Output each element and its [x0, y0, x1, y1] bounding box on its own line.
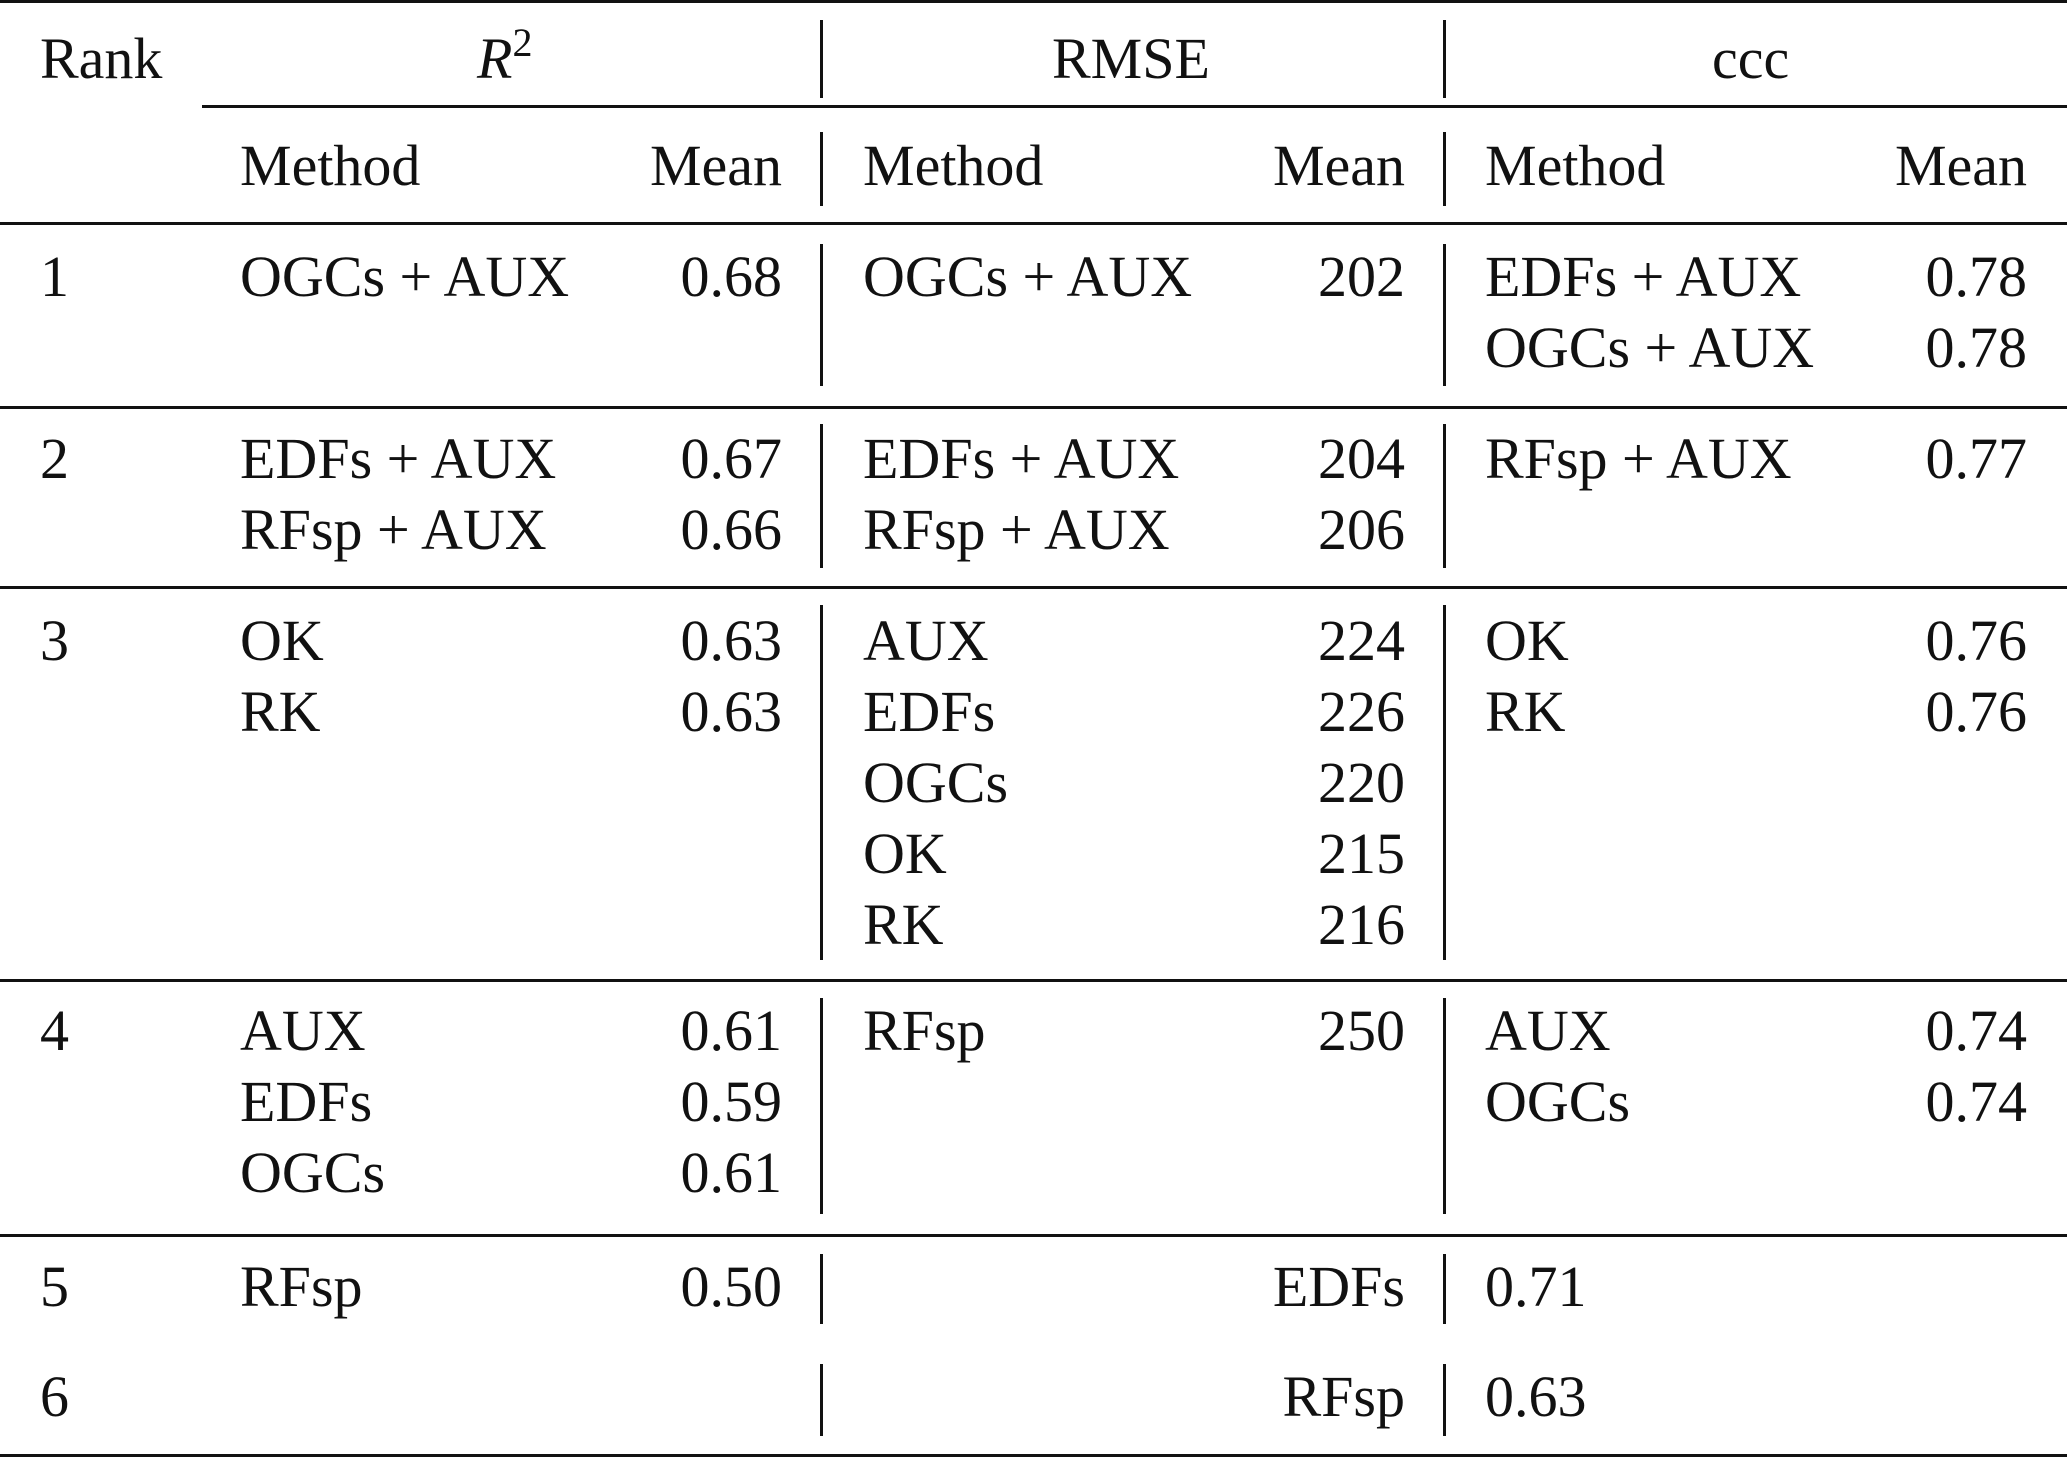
rmse-mean-cell: 216 — [1318, 892, 1405, 957]
r2-method-cell: EDFs — [240, 1069, 373, 1134]
group-underline — [202, 105, 2067, 108]
ccc-method-cell: RK — [1485, 679, 1566, 744]
r2-method-cell: RFsp + AUX — [240, 497, 547, 562]
rmse-method-cell: RFsp + AUX — [863, 497, 1170, 562]
rank-cell: 3 — [40, 608, 69, 673]
ccc-mean-cell: 0.76 — [1925, 608, 2027, 673]
r2-mean-cell: 0.63 — [680, 608, 782, 673]
rmse-method-cell: EDFs + AUX — [863, 426, 1180, 491]
ccc-mean-cell: 0.78 — [1925, 315, 2027, 380]
column-separator — [1443, 244, 1446, 386]
rmse-method-header: Method — [863, 133, 1044, 198]
column-separator — [1443, 132, 1446, 206]
rank-cell: 6 — [40, 1364, 69, 1429]
rank-cell: 2 — [40, 426, 69, 491]
column-separator — [1443, 20, 1446, 98]
rmse-mean-cell: EDFs — [1272, 1254, 1405, 1319]
column-separator — [820, 998, 823, 1214]
ccc-method-cell: 0.63 — [1485, 1364, 1587, 1429]
column-separator — [1443, 605, 1446, 960]
r2-method-header: Method — [240, 133, 421, 198]
column-separator — [1443, 1364, 1446, 1436]
ccc-method-cell: OGCs — [1485, 1069, 1631, 1134]
r2-method-cell: EDFs + AUX — [240, 426, 557, 491]
r2-method-cell: AUX — [240, 998, 366, 1063]
rmse-method-cell: OGCs — [863, 750, 1009, 815]
row-divider — [0, 979, 2067, 982]
rmse-mean-cell: 224 — [1318, 608, 1405, 673]
rmse-mean-cell: 202 — [1318, 244, 1405, 309]
ccc-method-cell: OK — [1485, 608, 1569, 673]
rmse-mean-cell: 250 — [1318, 998, 1405, 1063]
rmse-method-cell: RK — [863, 892, 944, 957]
column-separator — [1443, 1254, 1446, 1324]
rank-cell: 1 — [40, 244, 69, 309]
rmse-method-cell: RFsp — [863, 998, 986, 1063]
top-rule — [0, 0, 2067, 3]
rank-header: Rank — [40, 26, 163, 91]
row-divider — [0, 586, 2067, 589]
rmse-mean-cell: 220 — [1318, 750, 1405, 815]
rmse-method-cell: OK — [863, 821, 947, 886]
row-divider — [0, 406, 2067, 409]
ccc-method-header: Method — [1485, 133, 1666, 198]
ccc-mean-cell: 0.77 — [1925, 426, 2027, 491]
r2-mean-cell: 0.66 — [680, 497, 782, 562]
rmse-group-header: RMSE — [1052, 26, 1210, 91]
ccc-method-cell: OGCs + AUX — [1485, 315, 1815, 380]
r2-mean-cell: 0.63 — [680, 679, 782, 744]
r2-method-cell: RFsp — [240, 1254, 363, 1319]
r2-group-header: $R^2$ — [477, 20, 533, 91]
r2-mean-cell: 0.67 — [680, 426, 782, 491]
column-separator — [820, 605, 823, 960]
rmse-method-cell: EDFs — [863, 679, 996, 744]
r2-method-cell: OGCs — [240, 1140, 386, 1205]
rmse-mean-cell: 226 — [1318, 679, 1405, 744]
ccc-mean-cell: 0.78 — [1925, 244, 2027, 309]
column-separator — [1443, 424, 1446, 568]
rmse-mean-cell: 215 — [1318, 821, 1405, 886]
r2-mean-cell: 0.59 — [680, 1069, 782, 1134]
rmse-method-cell: AUX — [863, 608, 989, 673]
rmse-mean-cell: RFsp — [1282, 1364, 1405, 1429]
r2-method-cell: OK — [240, 608, 324, 673]
column-separator — [820, 1364, 823, 1436]
ccc-method-cell: 0.71 — [1485, 1254, 1587, 1319]
rank-cell: 4 — [40, 998, 69, 1063]
r2-mean-cell: 0.61 — [680, 1140, 782, 1205]
ccc-method-cell: EDFs + AUX — [1485, 244, 1802, 309]
row-divider — [0, 1234, 2067, 1237]
rank-cell: 5 — [40, 1254, 69, 1319]
r2-mean-cell: 0.68 — [680, 244, 782, 309]
ccc-mean-header: Mean — [1894, 133, 2027, 198]
rmse-method-cell: OGCs + AUX — [863, 244, 1193, 309]
column-separator — [820, 1254, 823, 1324]
rmse-mean-cell: 204 — [1318, 426, 1405, 491]
r2-method-cell: RK — [240, 679, 321, 744]
header-bottom-rule — [0, 222, 2067, 225]
r2-method-cell: OGCs + AUX — [240, 244, 570, 309]
rmse-mean-cell: 206 — [1318, 497, 1405, 562]
column-separator — [1443, 998, 1446, 1214]
ccc-method-cell: AUX — [1485, 998, 1611, 1063]
r2-mean-cell: 0.61 — [680, 998, 782, 1063]
column-separator — [820, 424, 823, 568]
column-separator — [820, 244, 823, 386]
ccc-mean-cell: 0.76 — [1925, 679, 2027, 744]
ccc-group-header: ccc — [1712, 26, 1790, 91]
ccc-method-cell: RFsp + AUX — [1485, 426, 1792, 491]
rmse-mean-header: Mean — [1272, 133, 1405, 198]
ccc-mean-cell: 0.74 — [1925, 998, 2027, 1063]
r2-mean-cell: 0.50 — [680, 1254, 782, 1319]
ccc-mean-cell: 0.74 — [1925, 1069, 2027, 1134]
column-separator — [820, 20, 823, 98]
column-separator — [820, 132, 823, 206]
r2-mean-header: Mean — [649, 133, 782, 198]
